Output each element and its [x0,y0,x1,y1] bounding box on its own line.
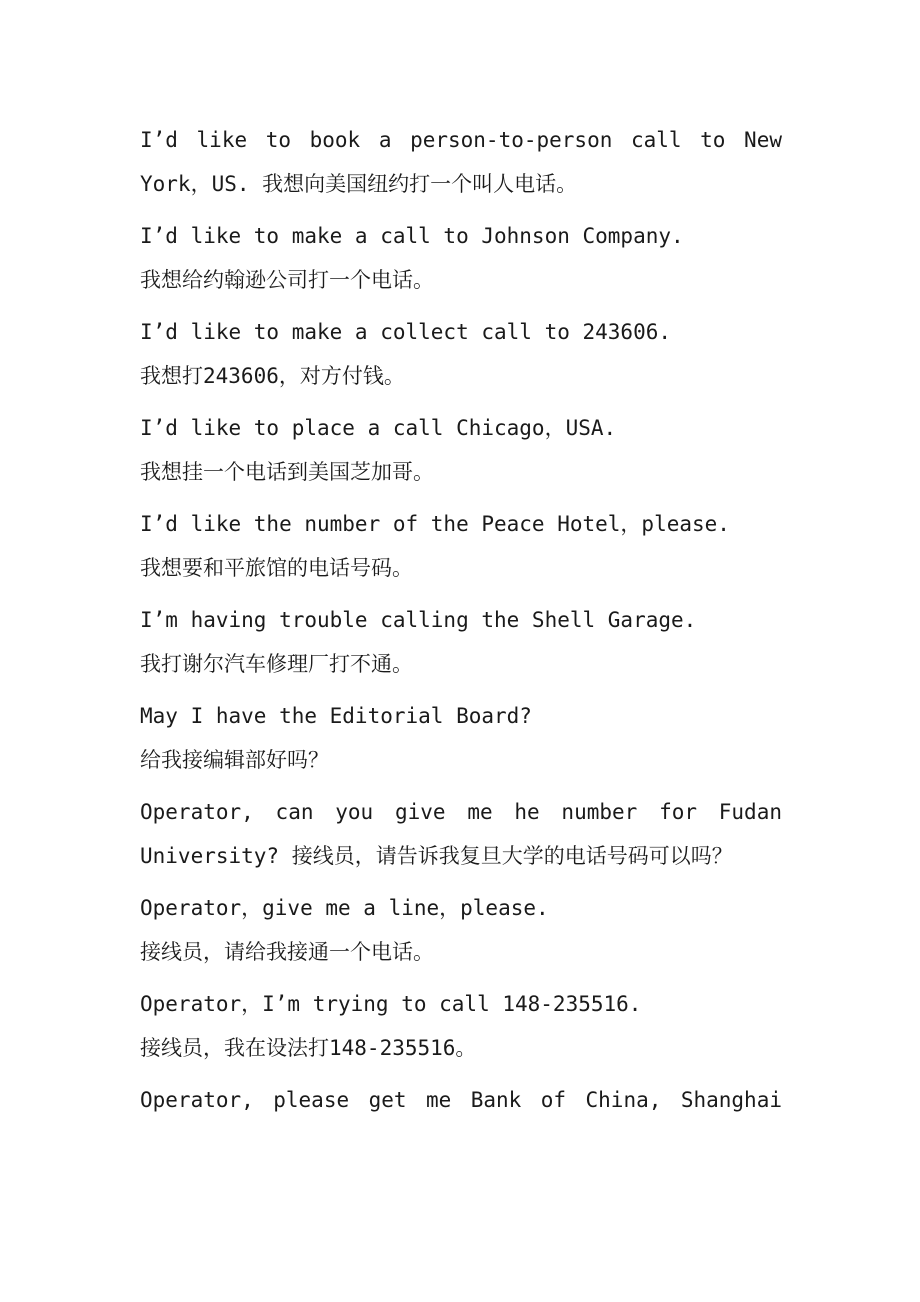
phrase-paragraph [140,214,782,302]
chinese-translation: 接线员，我在设法打148-235516。 [140,1036,477,1060]
chinese-translation: 给我接编辑部好吗？ [140,748,329,772]
english-sentence: I’d like to place a call Chicago，USA. [140,416,617,440]
english-sentence: Operator, please get me Bank of China, Shanghai [140,1088,782,1112]
phrase-paragraph [140,406,782,494]
english-sentence: I’d like to book a person-to-person call to New York，US. [140,128,782,196]
chinese-translation: 我想给约翰逊公司打一个电话。 [140,268,434,292]
phrase-paragraph [140,118,782,206]
english-sentence: I’d like to make a call to Johnson Company. [140,224,684,248]
phrase-paragraph [140,886,782,974]
phrase-paragraph [140,502,782,590]
english-sentence: May I have the Editorial Board? [140,704,532,728]
phrase-paragraph [140,982,782,1070]
chinese-translation: 我想打243606，对方付钱。 [140,364,405,388]
chinese-translation: 我想向美国纽约打一个叫人电话。 [262,172,578,196]
phrase-paragraph [140,598,782,686]
phrase-paragraph [140,694,782,782]
english-sentence: I’m having trouble calling the Shell Garage. [140,608,697,632]
english-sentence: Operator，give me a line，please. [140,896,549,920]
english-sentence: I’d like the number of the Peace Hotel，please. [140,512,730,536]
english-sentence: I’d like to make a collect call to 243606. [140,320,672,344]
chinese-translation: 我想要和平旅馆的电话号码。 [140,556,413,580]
english-sentence: Operator, can you give me he number for Fudan University? [140,800,782,868]
chinese-translation: 接线员，请告诉我复旦大学的电话号码可以吗？ [291,844,733,868]
chinese-translation: 我想挂一个电话到美国芝加哥。 [140,460,434,484]
phrase-paragraph [140,310,782,398]
english-sentence: Operator，I’m trying to call 148-235516. [140,992,642,1016]
phrase-paragraph [140,790,782,878]
phrase-paragraph [140,1078,782,1122]
chinese-translation: 接线员，请给我接通一个电话。 [140,940,434,964]
chinese-translation: 我打谢尔汽车修理厂打不通。 [140,652,413,676]
document-page [140,118,782,1130]
